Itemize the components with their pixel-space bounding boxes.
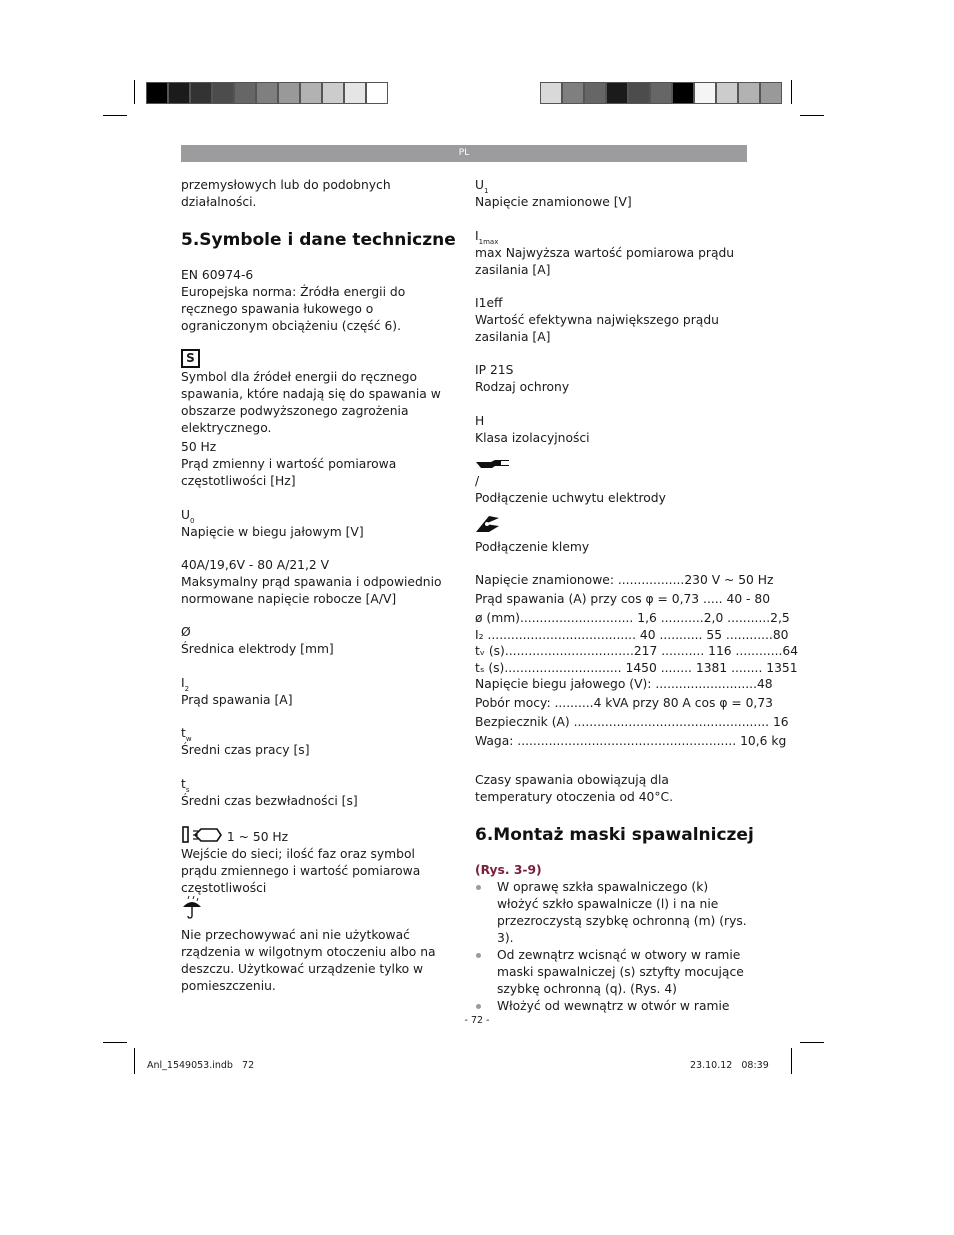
u0-block [181,507,453,541]
times-note: Czasy spawania obowiązują dla temperatury otoczenia od 40°C. [475,773,674,804]
color-swatch [738,82,760,104]
s-symbol-block [181,349,453,437]
s-description: Symbol dla źródeł energii do ręcznego spawania, które nadają się do spawania w obszarze podwyższonego zagrożenia elektrycznego. [181,370,441,435]
section-6-heading: 6.Montaż maski spawalniczej [475,825,754,845]
list-item-text: Od zewnątrz wcisnąć w otwory w ramie maski spawalniczej (s) sztyfty mocujące szybkę ochronną (q). (Rys. 4) [497,948,744,996]
color-swatch [234,82,256,104]
hz-block [181,439,453,490]
i2-subscript: 2 [184,685,190,693]
s-symbol-icon: S [181,349,200,368]
i1eff-block [475,295,747,346]
tw-description: Średni czas pracy [s] [181,743,310,757]
color-swatch [628,82,650,104]
color-swatch [300,82,322,104]
crop-mark [800,1042,824,1043]
color-swatch [606,82,628,104]
crop-mark [134,80,135,104]
color-swatch [322,82,344,104]
crop-mark [103,115,127,116]
crop-mark [800,115,824,116]
crop-mark [134,1048,135,1074]
spec-line: Prąd spawania (A) przy cos φ = 0,73 ..... 40 - 80 [475,592,771,606]
intro-text: przemysłowych lub do podobnych działalności. [181,178,391,209]
spec-table [475,572,799,752]
u0-description: Napięcie w biegu jałowym [V] [181,525,364,539]
tw-subscript: w [185,735,192,743]
u1-block [475,177,747,211]
crop-mark [791,1048,792,1074]
file-info: Anl_1549053.indb 72 [147,1060,255,1071]
color-swatch [584,82,606,104]
spec-line: I₂ ...................................... 40 ........... 55 ............80 [475,627,789,642]
rain-block [181,895,453,995]
ts-subscript: s [185,786,190,794]
u1-description: Napięcie znamionowe [V] [475,195,632,209]
spec-line: Napięcie znamionowe: .................230 V ~ 50 Hz [475,573,774,587]
en-code: EN 60974-6 [181,268,254,282]
crop-mark [791,80,792,104]
instruction-list [475,879,747,1015]
list-item-text: Włożyć od wewnątrz w otwór w ramie [497,999,730,1013]
electrode-holder-slash: / [475,474,480,488]
color-swatch [672,82,694,104]
hz-description: Prąd zmienny i wartość pomiarowa częstotliwości [Hz] [181,457,397,488]
current-range-title: 40A/19,6V - 80 A/21,2 V [181,558,330,572]
color-swatch [278,82,300,104]
color-swatch [562,82,584,104]
clamp-description: Podłączenie klemy [475,540,590,554]
i1max-symbol: I [475,229,479,243]
h-description: Klasa izolacyjności [475,431,590,445]
color-swatch [366,82,388,104]
bullet-icon [476,953,481,958]
section-6-body [475,862,747,1015]
color-swatch [168,82,190,104]
ground-clamp-icon [475,514,501,534]
electrode-holder-description: Podłączenie uchwytu elektrody [475,491,666,505]
mains-text: 1 ~ 50 Hz [226,830,289,844]
language-tab: PL [181,145,747,162]
bullet-icon [476,1004,481,1009]
spec-line: tᵥ (s).................................217 ........... 116 ............64 [475,644,799,658]
ip-block [475,362,747,396]
i1max-subscript: 1max [478,238,499,246]
section-5-heading: 5.Symbole i dane techniczne [181,230,456,250]
list-item-text: W oprawę szkła spawalniczego (k) włożyć szkło spawalnicze (l) i na nie przezroczystą szybkę ochronną (m) (rys. 3). [497,880,747,945]
figure-reference: (Rys. 3-9) [475,863,542,877]
current-range-block [181,557,453,608]
ts-description: Średni czas bezwładności [s] [181,794,358,808]
tw-symbol: t [181,726,186,740]
color-swatch [212,82,234,104]
mains-input-icon [181,826,223,844]
current-range-description: Maksymalny prąd spawania i odpowiednio normowane napięcie robocze [A/V] [181,575,442,606]
i1max-description: max Najwyższa wartość pomiarowa prądu zasilania [A] [475,246,735,277]
hz-title: 50 Hz [181,440,217,454]
times-note-block [475,772,747,806]
i2-description: Prąd spawania [A] [181,693,293,707]
color-swatch [146,82,168,104]
left-column [181,177,453,211]
color-swatch [540,82,562,104]
electrode-holder-icon [475,458,511,472]
diameter-description: Średnica elektrody [mm] [181,642,334,656]
ip-description: Rodzaj ochrony [475,380,570,394]
i1eff-title: I1eff [475,296,503,310]
color-swatch [344,82,366,104]
spec-line: Bezpiecznik (A) .................................................. 16 [475,715,789,729]
spec-line: tₛ (s).............................. 1450 ........ 1381 ........ 1351 [475,660,798,675]
tw-block [181,725,453,759]
mains-block [181,826,453,897]
u0-subscript: 0 [190,517,195,525]
ts-symbol: t [181,777,186,791]
color-swatch [760,82,782,104]
color-swatch [650,82,672,104]
i1eff-description: Wartość efektywna największego prądu zasilania [A] [475,313,719,344]
ip-title: IP 21S [475,363,514,377]
page-number: - 72 - [464,1015,490,1026]
u1-subscript: 1 [484,187,489,195]
spec-line: Napięcie biegu jałowego (V): ..........................48 [475,677,773,691]
color-swatch [716,82,738,104]
diameter-block [181,624,453,658]
color-swatch [694,82,716,104]
color-swatch [256,82,278,104]
spec-line: ø (mm)............................. 1,6 ...........2,0 ...........2,5 [475,611,790,625]
i2-block [181,675,453,709]
crop-mark [103,1042,127,1043]
spec-line: Pobór mocy: ..........4 kVA przy 80 A cos φ = 0,73 [475,696,773,710]
bullet-icon [476,885,481,890]
list-item [475,879,747,947]
i1max-block [475,228,747,279]
ts-block [181,776,453,810]
list-item [475,947,747,998]
clamp-block [475,514,747,556]
h-title: H [475,414,485,428]
mains-description: Wejście do sieci; ilość faz oraz symbol prądu zmiennego i wartość pomiarowa częstotliwości [181,847,421,895]
u0-symbol: U [181,508,191,522]
print-date: 23.10.12 08:39 [690,1060,769,1071]
u1-symbol: U [475,178,485,192]
rain-description: Nie przechowywać ani nie użytkować rządzenia w wilgotnym otoczeniu albo na deszczu. Użytkować urządzenie tylko w pomieszczeniu. [181,928,436,993]
diameter-symbol: Ø [181,625,191,639]
spec-line: Waga: ........................................................ 10,6 kg [475,734,787,748]
en-norm-block [181,267,453,335]
en-description: Europejska norma: Źródła energii do ręcznego spawania łukowego o ograniczonym obciążeniu (część 6). [181,285,406,333]
umbrella-rain-icon [181,895,203,919]
i2-symbol: I [181,676,185,690]
electrode-holder-block [475,458,747,507]
h-block [475,413,747,447]
color-swatch [190,82,212,104]
